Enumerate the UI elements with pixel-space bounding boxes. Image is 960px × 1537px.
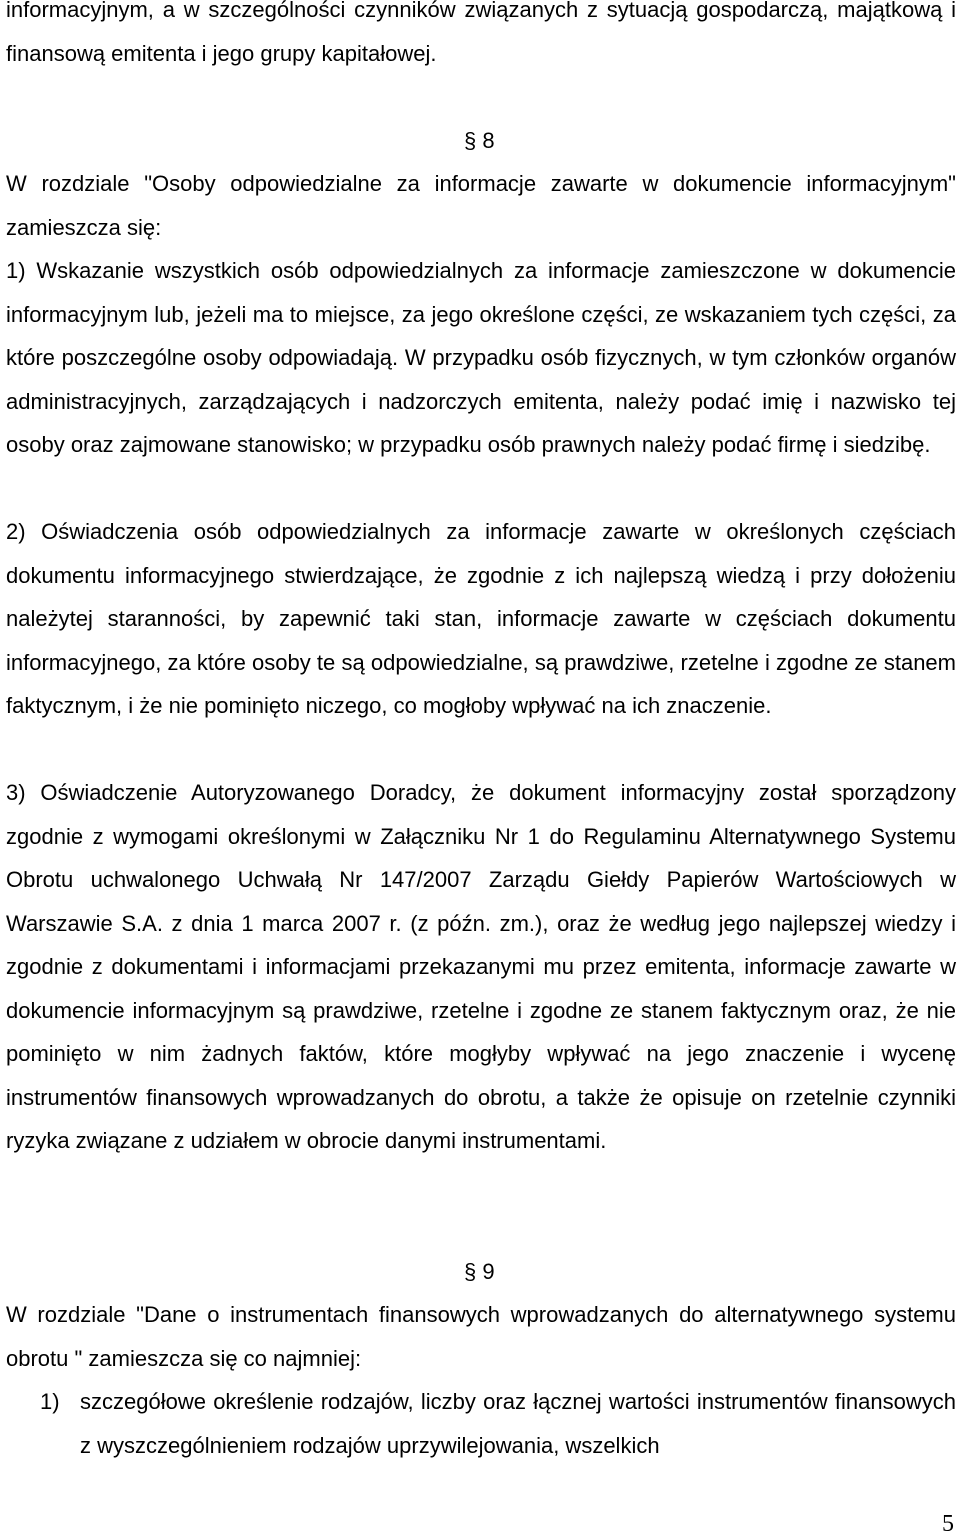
paragraph-top-continuation: informacyjnym, a w szczególności czynników związanych z sytuacją gospodarczą, majątkową i finansową emitenta i jego grupy kapitałowej. xyxy=(6,0,956,66)
section-9-heading: § 9 xyxy=(464,1259,495,1284)
page-number: 5 xyxy=(942,1511,954,1537)
section-8-point-3: 3) Oświadczenie Autoryzowanego Doradcy, że dokument informacyjny został sporządzony zgodnie z wymogami określonymi w Załączniku Nr 1 do Regulaminu Alternatywnego Systemu Obrotu uchwalonego Uchwałą Nr 147/2007 Zarządu Giełdy Papierów Wartościowych w Warszawie S.A. z dnia 1 marca 2007 r. (z późn. zm.), oraz że według jego najlepszej wiedzy i zgodnie z dokumentami i informacjami przekazanymi mu przez emitenta, informacje zawarte w dokumencie informacyjnym są prawdziwe, rzetelne i zgodne ze stanem faktycznym oraz, że nie pominięto w nim żadnych faktów, które mogłyby wpływać na jego znaczenie i wycenę instrumentów finansowych wprowadzanych do obrotu, a także że opisuje on rzetelnie czynniki ryzyka związane z udziałem w obrocie danymi instrumentami. xyxy=(6,780,956,1153)
section-8-point-2: 2) Oświadczenia osób odpowiedzialnych za informacje zawarte w określonych częściach dokumentu informacyjnego stwierdzające, że zgodnie z ich najlepszą wiedzą i przy dołożeniu należytej staranności, by zapewnić taki stan, informacje zawarte w częściach dokumentu informacyjnego, za które osoby te są odpowiedzialne, są prawdziwe, rzetelne i zgodne ze stanem faktycznym, i że nie pominięto niczego, co mogłoby wpływać na ich znaczenie. xyxy=(6,519,956,718)
section-8-point-1: 1) Wskazanie wszystkich osób odpowiedzialnych za informacje zamieszczone w dokumencie informacyjnym lub, jeżeli ma to miejsce, za jego określone części, ze wskazaniem tych części, za które poszczególne osoby odpowiadają. W przypadku osób fizycznych, w tym członków organów administracyjnych, zarządzających i nadzorczych emitenta, należy podać imię i nazwisko tej osoby oraz zajmowane stanowisko; w przypadku osób prawnych należy podać firmę i siedzibę. xyxy=(6,258,956,457)
section-9-intro: W rozdziale "Dane o instrumentach finansowych wprowadzanych do alternatywnego systemu obrotu " zamieszcza się co najmniej: xyxy=(6,1302,956,1371)
section-8-heading: § 8 xyxy=(464,128,495,153)
section-8-intro: W rozdziale "Osoby odpowiedzialne za informacje zawarte w dokumencie informacyjnym" zamieszcza się: xyxy=(6,171,956,240)
section-9-item-1-number: 1) xyxy=(40,1389,60,1414)
section-9-item-1-text: szczegółowe określenie rodzajów, liczby oraz łącznej wartości instrumentów finansowych z wyszczególnieniem rodzajów uprzywilejowania, wszelkich xyxy=(80,1389,956,1458)
